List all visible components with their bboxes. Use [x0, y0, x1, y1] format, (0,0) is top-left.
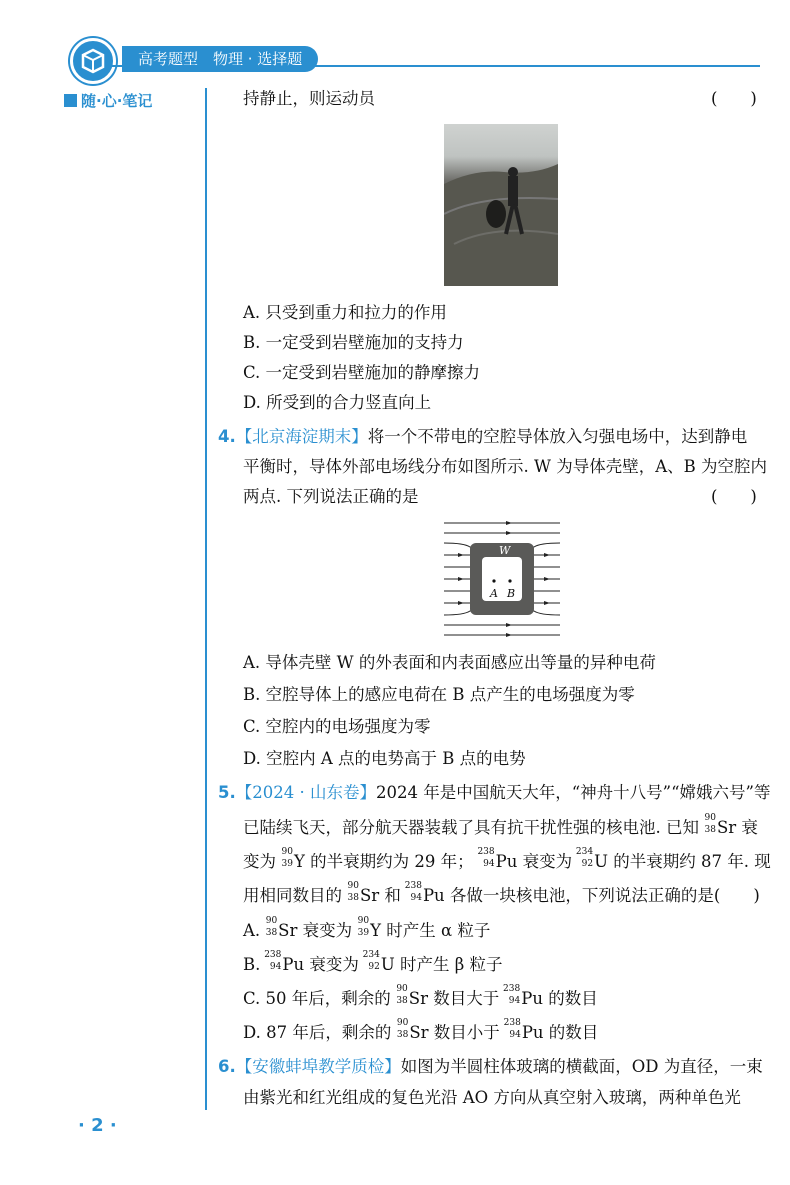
notes-square-icon [64, 94, 77, 107]
q4-option-c: C. 空腔内的电场强度为零 [243, 717, 431, 736]
page-number: · 2 · [78, 1115, 117, 1136]
q6-source: 【安徽蚌埠教学质检】 [235, 1057, 401, 1076]
q3-option-c: C. 一定受到岩壁施加的静摩擦力 [243, 363, 481, 382]
notes-label: 随·心·笔记 [64, 90, 152, 111]
q3-answer-paren: ( ) [711, 89, 757, 108]
q5-line4: 用相同数目的 90 38 Sr 和 238 94 Pu 各做一块核电池，下列说法正确的是( ) [243, 881, 760, 905]
q5-option-c: C. 50 年后，剩余的 90 38 Sr 数目大于 238 94 Pu 的数目 [243, 984, 598, 1008]
climber-photo [444, 124, 558, 286]
brand-logo [70, 38, 116, 84]
q4-option-a: A. 导体壳壁 W 的外表面和内表面感应出等量的异种电荷 [243, 653, 656, 672]
q4-line3: 两点. 下列说法正确的是 [243, 487, 419, 506]
q5-line1: 5.【2024 · 山东卷】2024 年是中国航天大年，“神舟十八号”“嫦娥六号”等 [218, 783, 771, 802]
q5-line3: 变为 90 39 Y 的半衰期约为 29 年； 238 94 Pu 衰变为 234 92 U 的半衰期约 87 年. 现 [243, 847, 771, 871]
q5-option-a: A. 90 38 Sr 衰变为 90 39 Y 时产生 α 粒子 [243, 916, 491, 940]
q4-number: 4. [218, 427, 236, 446]
q3-option-b: B. 一定受到岩壁施加的支持力 [243, 333, 464, 352]
q4-source: 【北京海淀期末】 [235, 427, 368, 446]
q6-line2: 由紫光和红光组成的复色光沿 AO 方向从真空射入玻璃，两种单色光 [243, 1088, 741, 1107]
margin-rule [205, 88, 207, 1110]
q3-option-a: A. 只受到重力和拉力的作用 [243, 303, 447, 322]
nuclide-y: 90 39 [281, 847, 293, 869]
q3-stem: 持静止，则运动员 [243, 89, 375, 108]
nuclide-pu: 238 94 [477, 847, 495, 869]
nuclide-sr: 90 38 [704, 813, 716, 835]
q5-option-d: D. 87 年后，剩余的 90 38 Sr 数目小于 238 94 Pu 的数目 [243, 1018, 599, 1042]
q5-number: 5. [218, 783, 236, 802]
q6-number: 6. [218, 1057, 236, 1076]
q4-line2: 平衡时，导体外部电场线分布如图所示. W 为导体壳壁，A、B 为空腔内 [243, 457, 767, 476]
fig-label-b: B [507, 587, 516, 600]
q4-line1: 4.【北京海淀期末】将一个不带电的空腔导体放入匀强电场中，达到静电 [218, 427, 748, 446]
nuclide-u: 234 92 [575, 847, 594, 869]
q4-option-d: D. 空腔内 A 点的电势高于 B 点的电势 [243, 749, 526, 768]
fig-label-a: A [490, 587, 498, 600]
q4-option-b: B. 空腔导体上的感应电荷在 B 点产生的电场强度为零 [243, 685, 635, 704]
conductor-field-figure [444, 519, 560, 639]
fig-label-w: W [499, 544, 511, 557]
q6-line1: 6.【安徽蚌埠教学质检】如图为半圆柱体玻璃的横截面，OD 为直径，一束 [218, 1057, 763, 1076]
section-tag: 高考题型 物理 · 选择题 [122, 46, 318, 72]
q5-source: 【2024 · 山东卷】 [235, 783, 376, 802]
q5-line2: 已陆续飞天，部分航天器装载了具有抗干扰性强的核电池. 已知 90 38 Sr 衰 [243, 813, 758, 837]
q5-option-b: B. 238 94 Pu 衰变为 234 92 U 时产生 β 粒子 [243, 950, 503, 974]
q3-option-d: D. 所受到的合力竖直向上 [243, 393, 432, 412]
q4-answer-paren: ( ) [711, 487, 757, 506]
